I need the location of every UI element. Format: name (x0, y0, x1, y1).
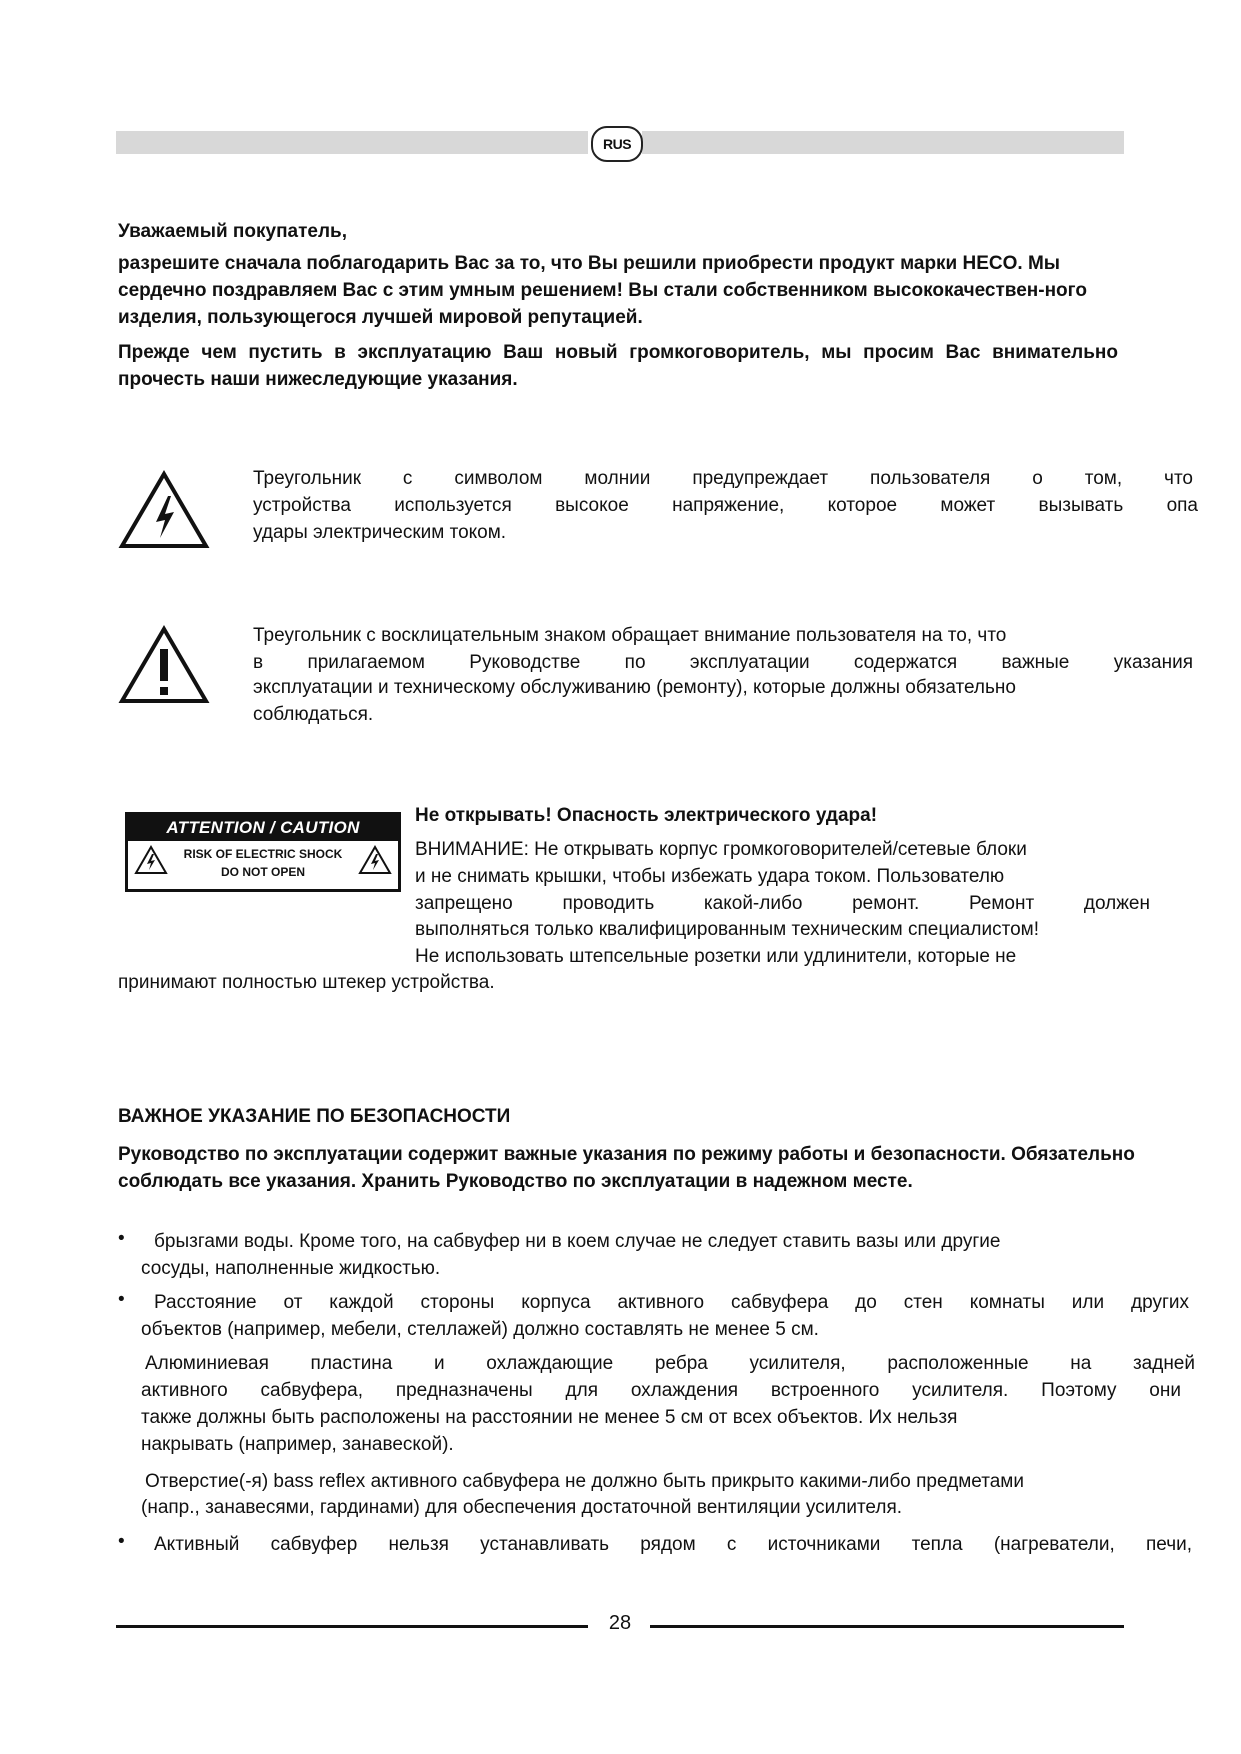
safety-para1-line2: активного сабвуфера, предназначены для охлаждения встроенного усилителя. Поэтому они (141, 1380, 1181, 1401)
safety-bullet1-line1: брызгами воды. Кроме того, на сабвуфер ни в коем случае не следует ставить вазы или другие (154, 1231, 1001, 1252)
safety-para1-line1: Алюминиевая пластина и охлаждающие ребра усилителя, расположенные на задней (145, 1353, 1195, 1374)
caution-label-line2: DO NOT OPEN (220, 865, 305, 879)
caution-text-line3: запрещено проводить какой-либо ремонт. Ремонт должен (415, 893, 1150, 914)
exclamation-text-line3: эксплуатации и техническому обслуживанию (ремонту), которые должны обязательно (253, 677, 1016, 698)
footer-line-left (116, 1625, 588, 1628)
safety-intro: Руководство по эксплуатации содержит важные указания по режиму работы и безопасности. Обязательно соблюдать все указания. Хранить Руководство по эксплуатации в надежном месте. (118, 1144, 1135, 1192)
safety-para2-line1: Отверстие(-я) bass reflex активного сабвуфера не должно быть прикрыто какими-либо предметами (145, 1471, 1024, 1492)
caution-text-line4: выполняться только квалифицированным техническим специалистом! (415, 919, 1039, 940)
safety-bullet2-line2: объектов (например, мебели, стеллажей) должно составлять не менее 5 см. (141, 1319, 819, 1340)
exclamation-text-line4: соблюдаться. (253, 704, 374, 725)
exclamation-warning-icon (118, 625, 210, 705)
caution-label (125, 812, 401, 892)
safety-bullet2-line1: Расстояние от каждой стороны корпуса активного сабвуфера до стен комнаты или других (154, 1292, 1189, 1313)
header-bar-right (642, 131, 1124, 154)
lightning-text-line1: Треугольник с символом молнии предупреждает пользователя о том, что (253, 468, 1193, 489)
caution-text-line6: принимают полностью штекер устройства. (118, 972, 495, 993)
caution-text-line5: Не использовать штепсельные розетки или удлинители, которые не (415, 946, 1017, 967)
safety-bullet1-line2: сосуды, наполненные жидкостью. (141, 1258, 441, 1279)
caution-label-line1: RISK OF ELECTRIC SHOCK (183, 847, 343, 861)
caution-text-line1: ВНИМАНИЕ: Не открывать корпус громкоговорителей/сетевые блоки (415, 839, 1027, 860)
safety-para2-line2: (напр., занавесями, гардинами) для обеспечения достаточной вентиляции усилителя. (141, 1497, 903, 1518)
page-number: 28 (608, 1612, 632, 1634)
safety-title: ВАЖНОЕ УКАЗАНИЕ ПО БЕЗОПАСНОСТИ (118, 1106, 511, 1127)
lightning-warning-icon (118, 470, 210, 550)
lightning-text-line3: удары электрическим током. (253, 522, 507, 543)
safety-para1-line4: накрывать (например, занавеской). (141, 1434, 454, 1455)
caution-text-line2: и не снимать крышки, чтобы избежать удара током. Пользователю (415, 866, 1005, 887)
request-paragraph: Прежде чем пустить в эксплуатацию Ваш новый громкоговоритель, мы просим Вас внимательно прочесть наши нижеследующие указания. (118, 342, 1118, 390)
bullet-marker-3: • (118, 1531, 125, 1552)
thanks-paragraph: разрешите сначала поблагодарить Вас за то, что Вы решили приобрести продукт марки HECO. Мы сердечно поздравляем Вас с этим умным решением! Вы стали собственником высококачествен-ного изделия, пользующегося лучшей мировой репутацией. (118, 253, 1087, 328)
exclamation-text-line1: Треугольник с восклицательным знаком обращает внимание пользователя на то, что (253, 625, 1007, 646)
safety-bullet3-line1: Активный сабвуфер нельзя устанавливать рядом с источниками тепла (нагреватели, печи, (154, 1534, 1192, 1555)
exclamation-text-line2: в прилагаемом Руководстве по эксплуатации содержатся важные указания (253, 652, 1193, 673)
footer-line-right (650, 1625, 1124, 1628)
language-badge: RUS (591, 126, 643, 162)
header-bar-left (116, 131, 588, 154)
caution-heading: Не открывать! Опасность электрического удара! (415, 805, 878, 826)
lightning-text-line2: устройства используется высокое напряжение, которое может вызывать опа (253, 495, 1198, 516)
safety-para1-line3: также должны быть расположены на расстоянии не менее 5 см от всех объектов. Их нельзя (141, 1407, 958, 1428)
caution-label-title: ATTENTION / CAUTION (128, 815, 398, 841)
greeting: Уважаемый покупатель, (118, 221, 348, 242)
bullet-marker-1: • (118, 1228, 125, 1249)
bullet-marker-2: • (118, 1289, 125, 1310)
